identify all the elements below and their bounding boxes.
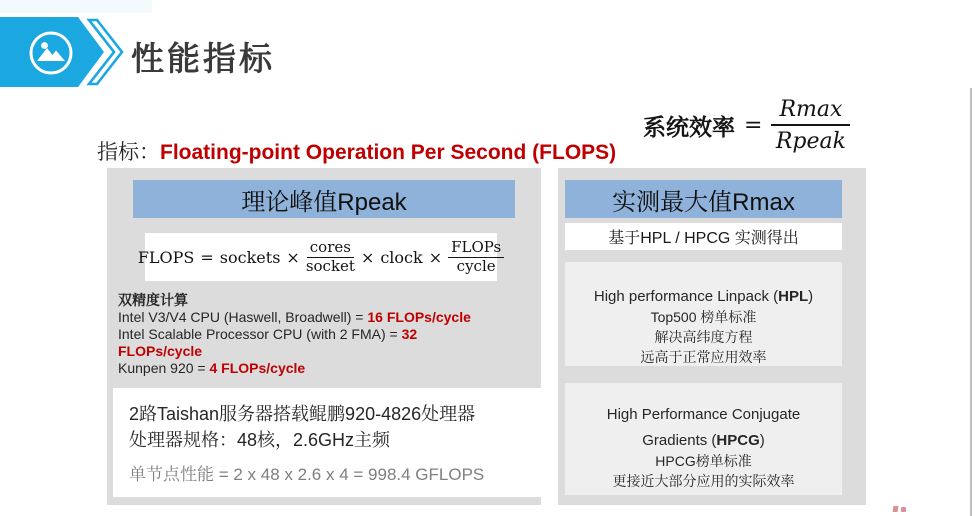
- rmax-header: 实测最大值Rmax: [565, 180, 842, 218]
- metric-line: [97, 136, 616, 166]
- title-banner: [0, 16, 130, 88]
- flops-frac1: [305, 237, 355, 275]
- precision-line-highlight: FLOPs/cycle: [118, 343, 203, 359]
- slide-edge-line: [970, 88, 972, 516]
- efficiency-equals: =: [744, 113, 763, 138]
- flops-frac2: [448, 237, 504, 275]
- flops-frac2-num: FLOPs: [448, 240, 504, 258]
- flops-formula-box: [137, 233, 502, 281]
- server-spec-line1: 2路Taishan服务器搭载鲲鹏920-4826处理器: [129, 404, 476, 424]
- precision-line-plain: Intel V3/V4 CPU (Haswell, Broadwell) =: [118, 309, 368, 325]
- precision-line: [118, 360, 526, 377]
- chevron-outline-icon: [86, 17, 126, 87]
- top-accent-strip: [0, 0, 152, 13]
- efficiency-fraction: [771, 97, 850, 154]
- efficiency-denominator: Rpeak: [775, 129, 846, 154]
- metric-value: Floating-point Operation Per Second (FLOPS): [160, 141, 617, 164]
- metric-prefix: 指标：: [97, 141, 160, 164]
- hpl-title-line: [565, 287, 842, 307]
- hpl-line2: Top500 榜单标准: [650, 309, 757, 325]
- flops-times1: ×: [286, 247, 300, 267]
- hpcg-title-bold: HPCG: [716, 432, 760, 449]
- hpl-title-bold: HPL: [778, 288, 809, 305]
- precision-line-plain: Kunpen 920 =: [118, 360, 210, 376]
- flops-frac2-den: cycle: [456, 256, 496, 275]
- server-spec-line2: 处理器规格：48核，2.6GHz主频: [129, 430, 391, 450]
- precision-line: [118, 309, 526, 326]
- precision-line: [118, 326, 526, 343]
- precision-line-highlight: 16 FLOPs/cycle: [367, 309, 471, 325]
- hpcg-box: [565, 383, 842, 495]
- precision-line-plain: Intel Scalable Processor CPU (with 2 FMA) =: [118, 326, 402, 342]
- watermark-fragment: [891, 505, 909, 514]
- node-performance-line: 单节点性能 = 2 x 48 x 2.6 x 4 = 998.4 GFLOPS: [129, 465, 485, 484]
- precision-line: [118, 343, 526, 360]
- rpeak-panel: [107, 168, 541, 505]
- rmax-panel: [558, 168, 866, 505]
- flops-frac1-den: socket: [305, 256, 355, 275]
- flops-times3: ×: [428, 247, 443, 267]
- hpcg-title-post: ): [759, 432, 765, 449]
- server-spec-box: [113, 388, 541, 497]
- flops-sockets: sockets: [219, 247, 281, 267]
- hpcg-title-line1: High Performance Conjugate: [606, 406, 801, 423]
- flops-times2: ×: [360, 247, 375, 267]
- double-precision-title: 双精度计算: [118, 292, 188, 308]
- hpcg-title-line2: [565, 431, 842, 451]
- hpcg-line3: HPCG榜单标准: [655, 453, 752, 469]
- precision-line-highlight: 32: [401, 326, 418, 342]
- flops-equals: =: [200, 247, 214, 267]
- hpcg-title-pre: Gradients (: [642, 432, 717, 449]
- hpl-box: [565, 262, 842, 366]
- hpcg-line4: 更接近大部分应用的实际效率: [612, 473, 795, 489]
- page-title: 性能指标: [131, 40, 275, 77]
- double-precision-block: [118, 292, 526, 377]
- hpl-title-post: ): [808, 288, 814, 305]
- flops-frac1-num: cores: [307, 240, 354, 258]
- picture-icon: [28, 30, 74, 76]
- efficiency-label: 系统效率: [643, 114, 735, 140]
- precision-line-highlight: 4 FLOPs/cycle: [209, 360, 306, 376]
- flops-lhs: FLOPS: [137, 247, 195, 267]
- hpl-line4: 远高于正常应用效率: [640, 349, 767, 365]
- flops-clock: clock: [380, 247, 423, 267]
- efficiency-numerator: Rmax: [771, 97, 850, 126]
- rpeak-header: 理论峰值Rpeak: [133, 180, 515, 218]
- system-efficiency-formula: [643, 97, 850, 154]
- hpl-line3: 解决高纬度方程: [654, 329, 753, 345]
- hpl-title-pre: High performance Linpack (: [593, 288, 779, 305]
- rmax-subheader: 基于HPL / HPCG 实测得出: [565, 223, 842, 250]
